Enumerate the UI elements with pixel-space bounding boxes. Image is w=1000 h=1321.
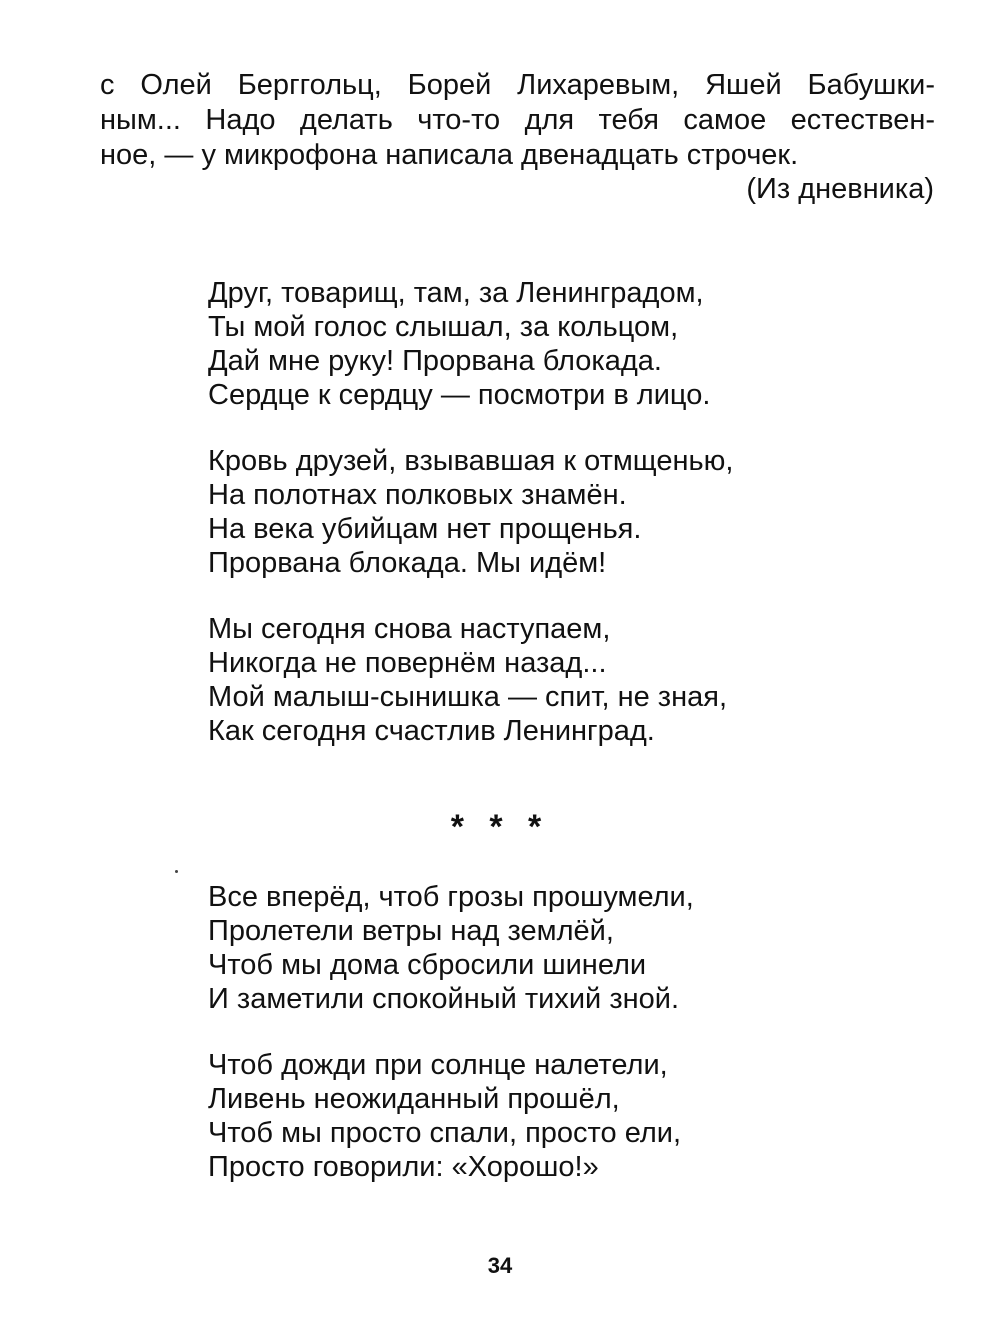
poem1-stanza-2 [208, 444, 733, 580]
prose-paragraph [100, 68, 935, 173]
verse-line: Сердце к сердцу — посмотри в лицо. [208, 379, 711, 411]
verse-line: На века убийцам нет прощенья. [208, 513, 642, 545]
prose-line: ным... Надо делать что-то для тебя самое естествен- [100, 104, 935, 136]
verse-line: На полотнах полковых знамён. [208, 479, 627, 511]
verse-line: Чтоб мы просто спали, просто ели, [208, 1117, 682, 1149]
verse-line: Никогда не повернём назад... [208, 647, 607, 679]
verse-line: Прорвана блокада. Мы идём! [208, 547, 607, 579]
verse-line: Все вперёд, чтоб грозы прошумели, [208, 881, 694, 913]
verse-line: Мы сегодня снова наступаем, [208, 613, 611, 645]
verse-line: Ливень неожиданный прошёл, [208, 1083, 620, 1115]
verse-line: Мой малыш-сынишка — спит, не зная, [208, 681, 727, 713]
verse-line: Ты мой голос слышал, за кольцом, [208, 311, 679, 343]
verse-line: Пролетели ветры над землёй, [208, 915, 614, 947]
poem1-stanza-1 [208, 276, 710, 412]
verse-line: Просто говорили: «Хорошо!» [208, 1151, 599, 1183]
verse-line: Друг, товарищ, там, за Ленинградом, [208, 277, 704, 309]
source-attribution: (Из дневника) [746, 173, 934, 205]
poem2-stanza-2 [208, 1048, 681, 1184]
verse-line: Чтоб дожди при солнце налетели, [208, 1049, 668, 1081]
verse-line: Дай мне руку! Прорвана блокада. [208, 345, 662, 377]
prose-line: с Олей Берггольц, Борей Лихаревым, Яшей Бабушки- [100, 69, 935, 101]
verse-line: Как сегодня счастлив Ленинград. [208, 715, 655, 747]
section-separator: * * * [450, 808, 550, 846]
print-speck [175, 870, 178, 873]
poem1-stanza-3 [208, 612, 727, 748]
prose-line: ное, — у микрофона написала двенадцать строчек. [100, 139, 799, 171]
verse-line: Чтоб мы дома сбросили шинели [208, 949, 647, 981]
page-number: 34 [487, 1253, 513, 1278]
verse-line: Кровь друзей, взывавшая к отмщенью, [208, 445, 734, 477]
verse-line: И заметили спокойный тихий зной. [208, 983, 680, 1015]
poem2-stanza-1 [208, 880, 694, 1016]
